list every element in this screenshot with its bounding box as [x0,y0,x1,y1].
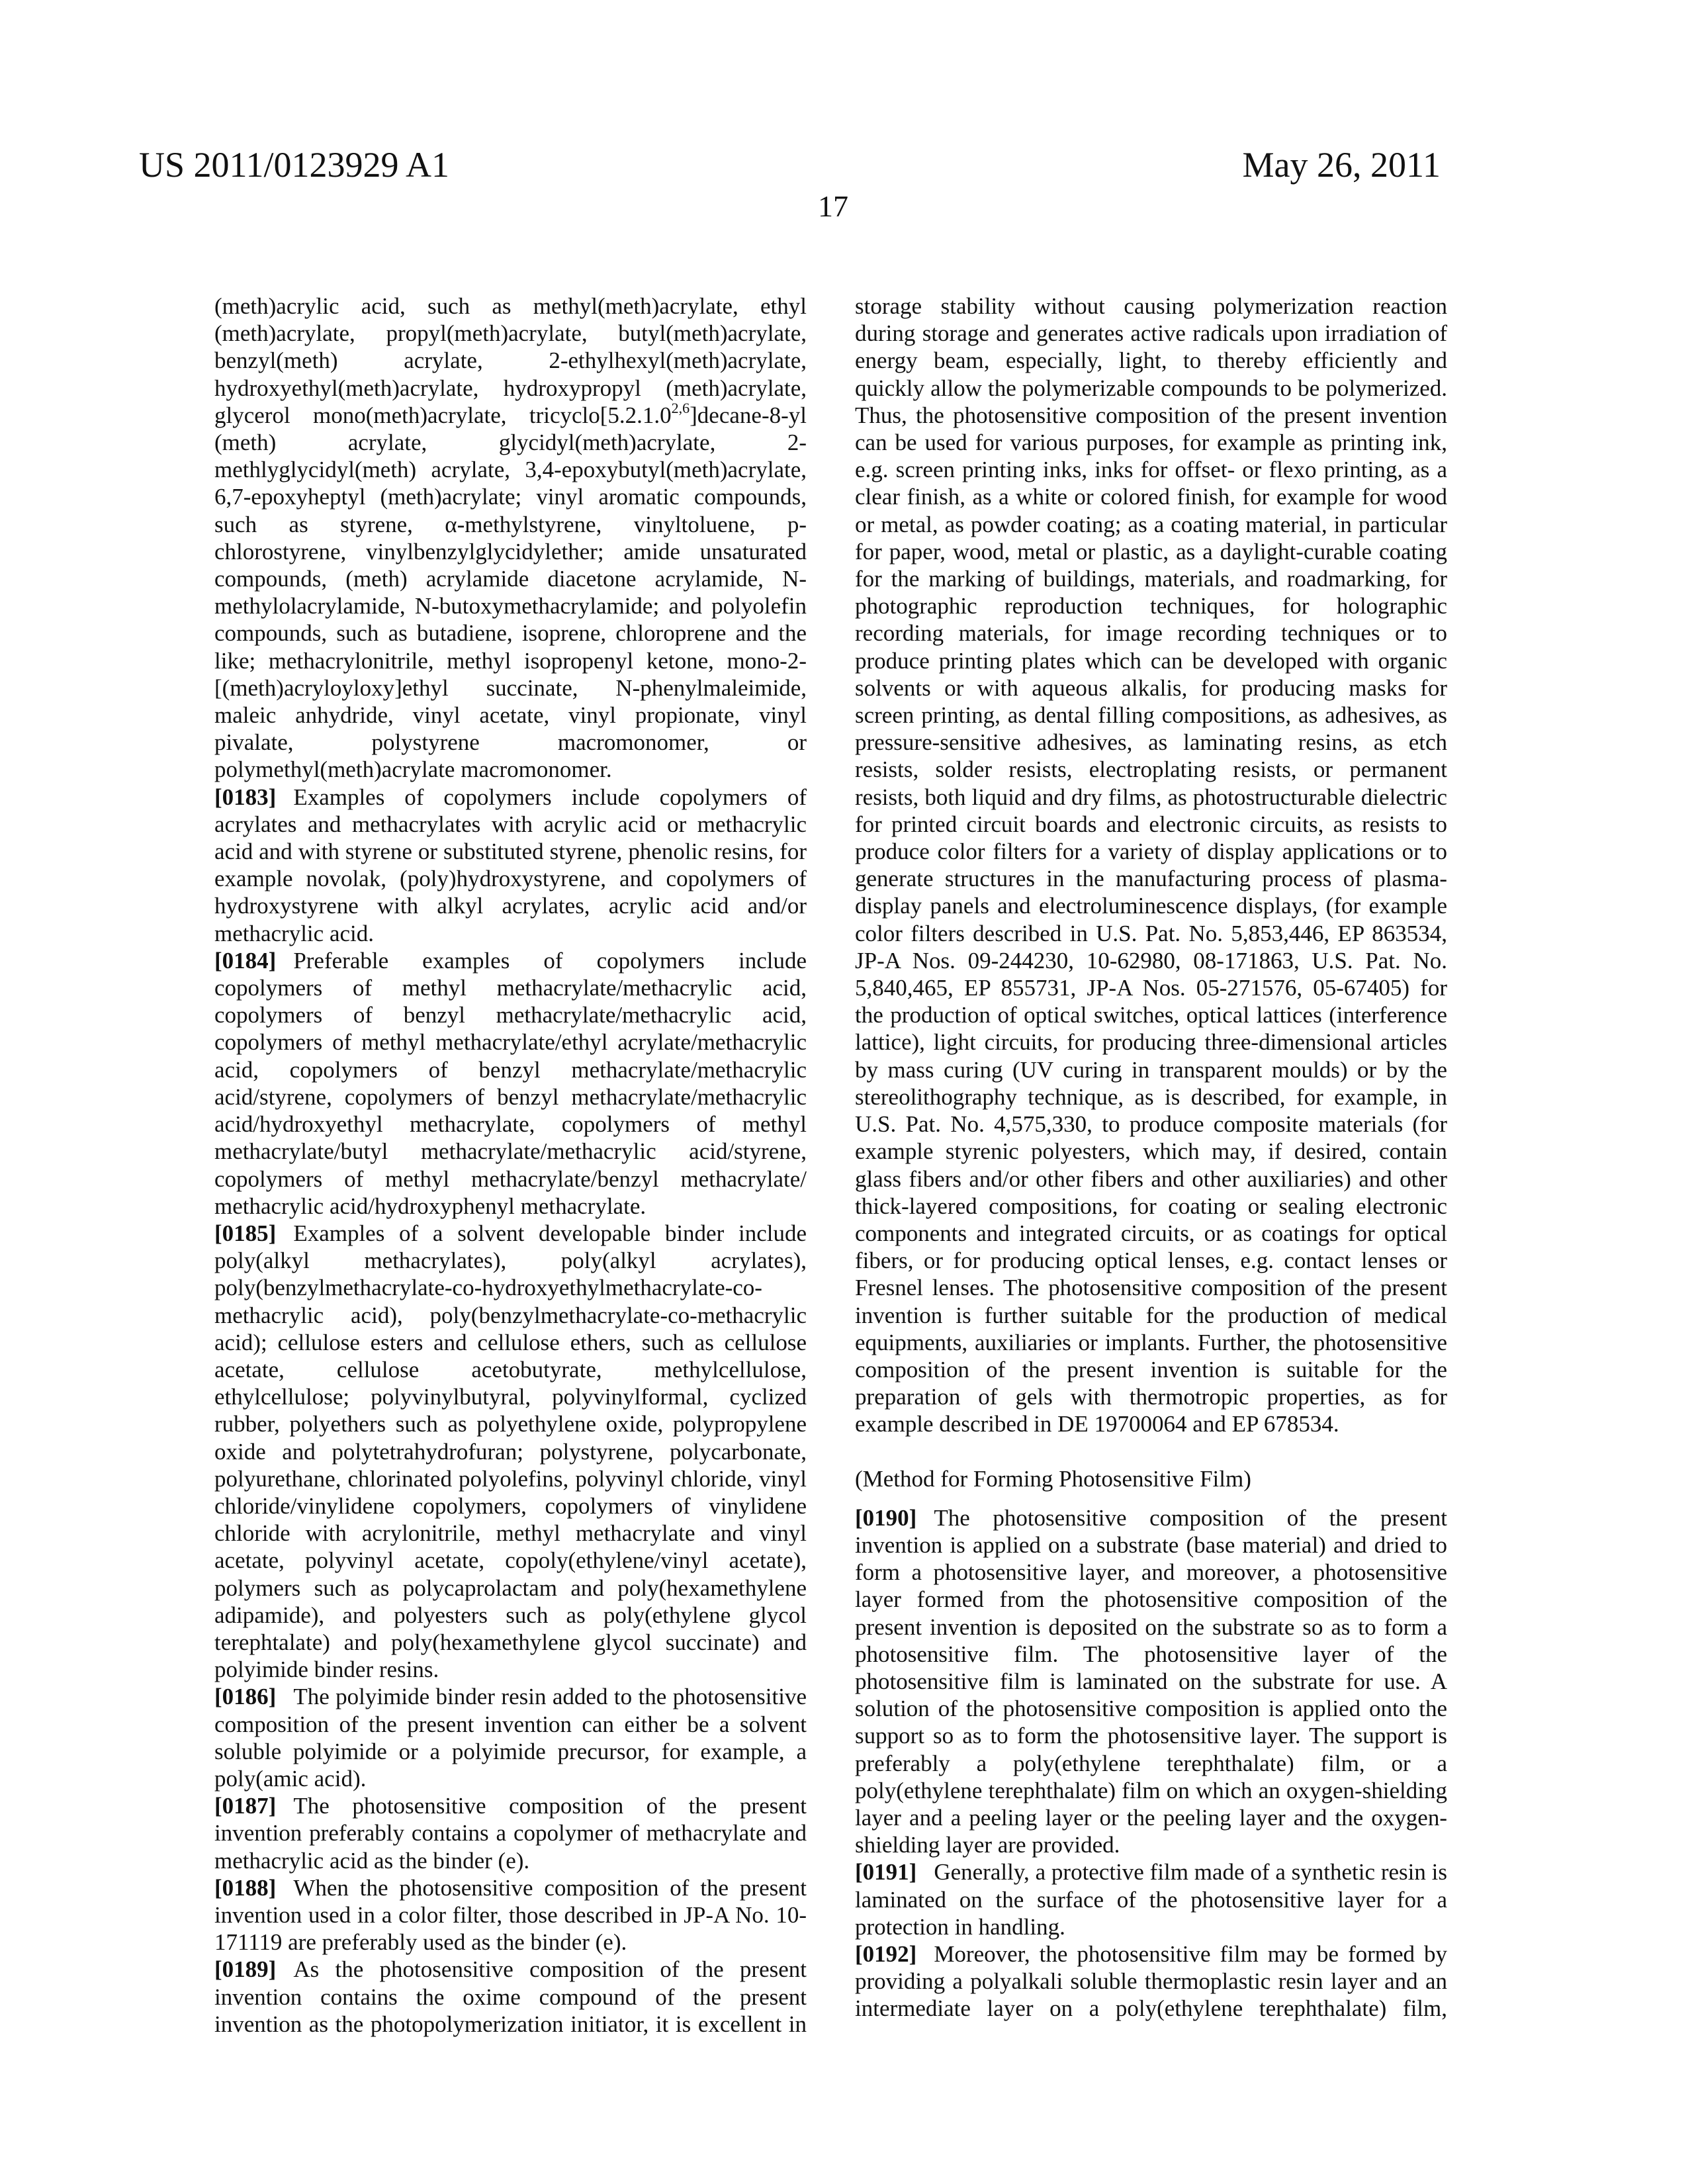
paragraph-text: The photosensitive composition of the present invention preferably contains a copolymer of methacrylate and methacrylic acid as the binder (e). [214,1793,807,1873]
paragraph-0189-continued: storage stability without causing polymerization reaction during storage and generates active radicals upon irradiation of energy beam, especially, light, to thereby efficiently and quickly allow the polymerizable compounds to be polymerized. Thus, the photosensitive composition of the present invention can be used for various purposes, for example as printing ink, e.g. screen printing inks, inks for offset- or flexo printing, as a clear finish, as a white or colored finish, for example for wood or metal, as powder coating; as a coating material, in particular for paper, wood, metal or plastic, as a daylight-curable coating for the marking of buildings, materials, and roadmarking, for photographic reproduction techniques, for holographic recording materials, for image recording techniques or to produce printing plates which can be developed with organic solvents or with aqueous alkalis, for producing masks for screen printing, as dental filling compositions, as adhesives, as pressure-sensitive adhesives, as laminating resins, as etch resists, solder resists, electroplating resists, or permanent resists, both liquid and dry films, as photostructurable dielectric for printed circuit boards and electronic circuits, as resists to produce color filters for a variety of display applications or to generate structures in the manufacturing process of plasma-display panels and electroluminescence displays, (for example color filters described in U.S. Pat. No. 5,853,446, EP 863534, JP-A Nos. 09-244230, 10-62980, 08-171863, U.S. Pat. No. 5,840,465, EP 855731, JP-A Nos. 05-271576, 05-67405) for the production of optical switches, optical lattices (interference lattice), light circuits, for producing three-dimensional articles by mass curing (UV curing in transparent moulds) or by the stereolithography technique, as is described, for example, in U.S. Pat. No. 4,575,330, to produce composite materials (for example styrenic polyesters, which may, if desired, contain glass fibers and/or other fibers and other auxiliaries) and other thick-layered compositions, for coating or sealing electronic components and integrated circuits, or as coatings for optical fibers, or for producing optical lenses, e.g. contact lenses or Fresnel lenses. The photosensitive composition of the present invention is further suitable for the production of medical equipments, auxiliaries or implants. Further, the photosensitive composition of the present invention is suitable for the preparation of gels with thermotropic properties, as for example described in DE 19700064 and EP 678534. [855,293,1447,1438]
paragraph-0188 [214,1874,807,1956]
paragraph-0182-continued [214,293,807,784]
paragraph-number: [0190] [855,1505,916,1531]
paragraph-text: The polyimide binder resin added to the photosensitive composition of the present invention can either be a solvent soluble polyimide or a polyimide precursor, for example, a poly(amic acid). [214,1684,807,1792]
section-heading: (Method for Forming Photosensitive Film) [855,1465,1447,1492]
paragraph-0190 [855,1504,1447,1859]
paragraph-0185 [214,1220,807,1683]
paragraph-number: [0183] [214,784,276,810]
paragraph-number: [0185] [214,1220,276,1246]
paragraph-0192 [855,1940,1447,2023]
left-column [214,293,807,2038]
paragraph-number: [0184] [214,948,276,974]
paragraph-text: Moreover, the photosensitive film may be formed by providing a polyalkali soluble thermoplastic resin layer and an intermediate layer on a poly(ethylene terephthalate) film, [855,1941,1447,2021]
paragraph-number: [0192] [855,1941,916,1967]
paragraph-number: [0188] [214,1875,276,1901]
right-column [855,293,1447,2023]
paragraph-text: When the photosensitive composition of the present invention used in a color filter, those described in JP-A No. 10-171119 are preferably used as the binder (e). [214,1875,807,1955]
paragraph-text: The photosensitive composition of the present invention is applied on a substrate (base material) and dried to form a photosensitive layer, and moreover, a photosensitive layer formed from the photosensitive composition of the present invention is deposited on the substrate so as to form a photosensitive film. The photosensitive layer of the photosensitive film is laminated on the substrate for use. A solution of the photosensitive composition is applied onto the support so as to form the photosensitive layer. The support is preferably a poly(ethylene terephthalate) film, or a poly(ethylene terephthalate) film on which an oxygen-shielding layer and a peeling layer or the peeling layer and the oxygen-shielding layer are provided. [855,1505,1447,1858]
superscript: 2,6 [672,400,690,416]
paragraph-text: Generally, a protective film made of a synthetic resin is laminated on the surface of the photosensitive layer for a protection in handling. [855,1859,1447,1939]
page-number: 17 [818,189,848,224]
paragraph-number: [0186] [214,1684,276,1709]
paragraph-0184 [214,947,807,1220]
publication-number: US 2011/0123929 A1 [139,144,449,185]
publication-date: May 26, 2011 [1243,144,1441,185]
paragraph-text: Examples of copolymers include copolymers of acrylates and methacrylates with acrylic acid or methacrylic acid and with styrene or substituted styrene, phenolic resins, for example novolak, (poly)hydroxystyrene, and copolymers of hydroxystyrene with alkyl acrylates, acrylic acid and/or methacrylic acid. [214,784,807,946]
paragraph-text: As the photosensitive composition of the present invention contains the oxime compound of the present invention as the photopolymerization initiator, it is excellent in [214,1956,807,2036]
paragraph-0189 [214,1956,807,2038]
text: ]decane-8-yl (meth) acrylate, glycidyl(meth)acrylate, 2-methlyglycidyl(meth) acrylate, 3,4-epoxybutyl(meth)acrylate, 6,7-epoxyheptyl (meth)acrylate; vinyl aromatic compounds, such as styrene, α-methylstyrene, vinyltoluene, p-chlorostyrene, vinylbenzylglycidylether; amide unsaturated compounds, (meth) acrylamide diacetone acrylamide, N-methylolacrylamide, N-butoxymethacrylamide; and polyolefin compounds, such as butadiene, isoprene, chloroprene and the like; methacrylonitrile, methyl isopropenyl ketone, mono-2-[(meth)acryloyloxy]ethyl succinate, N-phenylmaleimide, maleic anhydride, vinyl acetate, vinyl propionate, vinyl pivalate, polystyrene macromonomer, or polymethyl(meth)acrylate macromonomer. [214,402,807,783]
paragraph-number: [0191] [855,1859,916,1885]
paragraph-text: Preferable examples of copolymers include copolymers of methyl methacrylate/methacrylic acid, copolymers of benzyl methacrylate/methacrylic acid, copolymers of methyl methacrylate/ethyl acrylate/methacrylic acid, copolymers of benzyl methacrylate/methacrylic acid/styrene, copolymers of benzyl methacrylate/methacrylic acid/hydroxyethyl methacrylate, copolymers of methyl methacrylate/butyl methacrylate/methacrylic acid/styrene, copolymers of methyl methacrylate/benzyl methacrylate/ methacrylic acid/hydroxyphenyl methacrylate. [214,948,807,1219]
paragraph-number: [0187] [214,1793,276,1819]
paragraph-text: Examples of a solvent developable binder include poly(alkyl methacrylates), poly(alkyl acrylates), poly(benzylmethacrylate-co-hydroxyethylmethacrylate-co-methacrylic acid), poly(benzylmethacrylate-co-methacrylic acid); cellulose esters and cellulose ethers, such as cellulose acetate, cellulose acetobutyrate, methylcellulose, ethylcellulose; polyvinylbutyral, polyvinylformal, cyclized rubber, polyethers such as polyethylene oxide, polypropylene oxide and polytetrahydrofuran; polystyrene, polycarbonate, polyurethane, chlorinated polyolefins, polyvinyl chloride, vinyl chloride/vinylidene copolymers, copolymers of vinylidene chloride with acrylonitrile, methyl methacrylate and vinyl acetate, polyvinyl acetate, copoly(ethylene/vinyl acetate), polymers such as polycaprolactam and poly(hexamethylene adipamide), and polyesters such as poly(ethylene glycol terephtalate) and poly(hexamethylene glycol succinate) and polyimide binder resins. [214,1220,807,1682]
text: (meth)acrylic acid, such as methyl(meth)acrylate, ethyl (meth)acrylate, propyl(meth)acrylate, butyl(meth)acrylate, benzyl(meth) acrylate, 2-ethylhexyl(meth)acrylate, hydroxyethyl(meth)acrylate, hydroxypropyl (meth)acrylate, glycerol mono(meth)acrylate, tricyclo[5.2.1.0 [214,293,807,428]
paragraph-number: [0189] [214,1956,276,1982]
paragraph-0191 [855,1858,1447,1940]
paragraph-0187 [214,1792,807,1874]
paragraph-0186 [214,1683,807,1792]
paragraph-0183 [214,784,807,947]
